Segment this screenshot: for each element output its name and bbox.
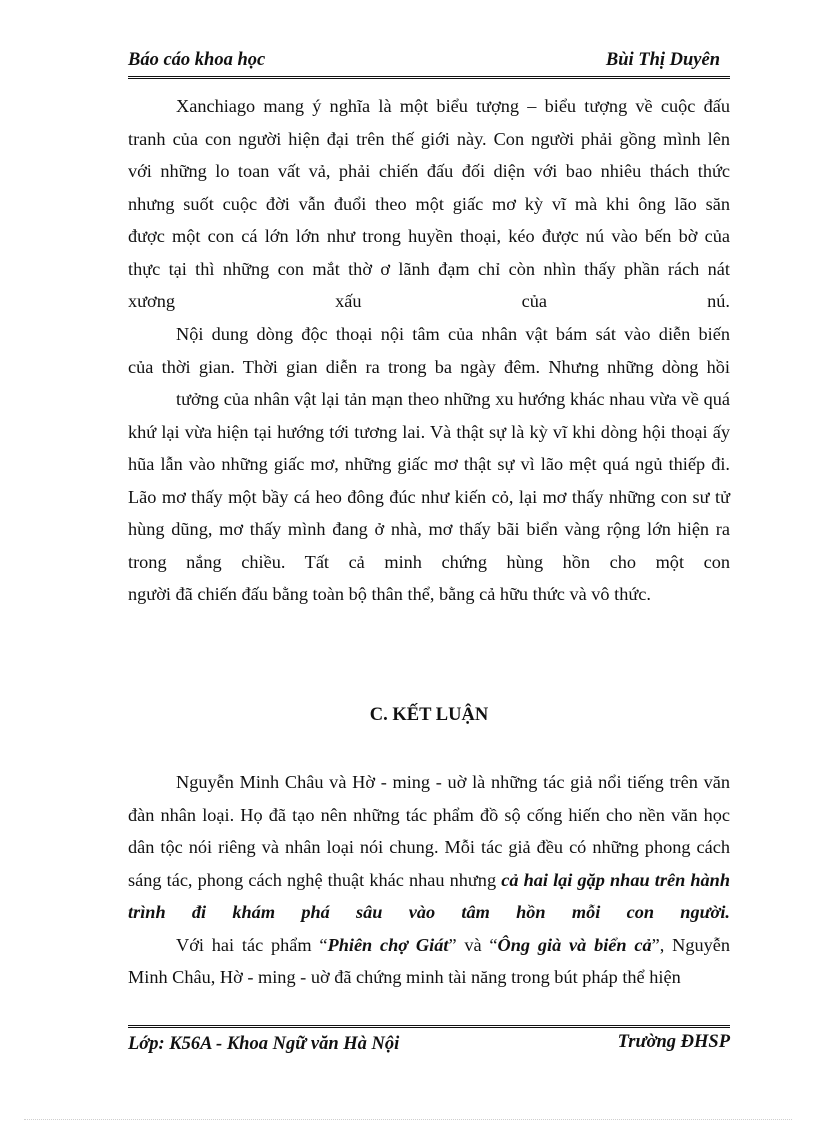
work-title-ong-gia-va-bien-ca: Ông già và biển cả (497, 934, 652, 955)
page-footer (128, 1025, 730, 1088)
paragraph-1-line: với những lo toan vất vả, phải chiến đấu đối diện với bao nhiêu thách thức (128, 161, 730, 181)
paragraph-2 (128, 318, 730, 611)
paragraph-2-line: của thời gian. Thời gian diễn ra trong ba ngày đêm. Nhưng những dòng hồi (128, 356, 730, 377)
paragraph-1-line: tranh của con người hiện đại trên thế giới này. Con người phải gồng mình lên (128, 128, 730, 149)
paragraph-2-line: Nội dung dòng độc thoại nội tâm của nhân vật bám sát vào diễn biến (176, 324, 730, 344)
paragraph-1 (128, 90, 730, 318)
paragraph-1-line: Xanchiago mang ý nghĩa là một biểu tượng – biểu tượng về cuộc đấu (176, 96, 730, 116)
text-fragment: ”, Nguyễn (651, 934, 730, 955)
text-fragment: Với hai tác phẩm “ (176, 934, 328, 955)
word: nú. (707, 291, 730, 311)
paragraph-4-last-line: Minh Châu, Hờ - ming - uờ đã chứng minh tài năng trong bút pháp thể hiện (128, 967, 681, 987)
paragraph-1-line: nhưng suốt cuộc đời vẫn đuổi theo một giấc mơ kỳ vĩ mà khi ông lão săn (128, 193, 730, 214)
word: xương (128, 291, 175, 311)
paragraph-3-emphasis: cả hai lại gặp nhau trên hành trình đi khám phá sâu vào tâm hồn mỗi con người. (128, 869, 731, 922)
section-title: C. KẾT LUẬN (369, 705, 489, 725)
paragraph-1-line: thực tại thì những con mắt thờ ơ lãnh đạm chỉ còn nhìn thấy phần rách nát (128, 258, 730, 279)
paragraph-1-line: được một con cá lớn lớn như trong huyền thoại, kéo được nú vào bến bờ của (128, 226, 730, 246)
paragraph-2-last-line: người đã chiến đấu bằng toàn bộ thân thể, bằng cả hữu thức và vô thức. (128, 584, 651, 604)
footer-school: Trường ĐHSP (617, 1032, 730, 1052)
word: xấu (335, 291, 362, 311)
paragraph-4-first-line (128, 929, 730, 962)
paragraph-1-spread-line (128, 285, 730, 318)
paragraph-3 (128, 766, 730, 994)
header-author: Bùi Thị Duyên (605, 50, 720, 70)
page-header (128, 48, 730, 79)
footer-class: Lớp: K56A - Khoa Ngữ văn Hà Nội (128, 1034, 400, 1054)
paragraph-3-text (128, 766, 730, 929)
header-title: Báo cáo khoa học (128, 50, 266, 70)
paragraph-2-body: tưởng của nhân vật lại tản mạn theo những xu hướng khác nhau vừa về quá khứ lại vừa hiện tại hướng tới tương lai. Và thật sự là kỳ vĩ khi dòng hội thoại ấy hũa lẫn vào những giấc mơ, những giấc mơ thật sự vì lão mệt quá ngủ thiếp đi. Lão mơ thấy một bầy cá heo đông đúc như kiến cỏ, lại mơ thấy những con sư tử hùng dũng, mơ thấy mình đang ở nhà, mơ thấy bãi biển vàng rộng lớn hiện ra trong nắng chiều. Tất cả minh chứng hùng hồn cho một con (128, 389, 730, 572)
work-title-phien-cho-giat: Phiên chợ Giát (327, 934, 449, 955)
paragraph-3-plain: Nguyễn Minh Châu và Hờ - ming - uờ là những tác giả nổi tiếng trên văn đàn nhân loại. Họ đã tạo nên những tác phẩm đồ sộ cống hiến cho nền văn học dân tộc nói riêng và nhân loại nói chung. Mỗi tác giả đều có những phong cách sáng tác, phong cách nghệ thuật khác nhau nhưng (128, 772, 730, 890)
page-edge-divider (24, 1119, 792, 1120)
text-fragment: ” và “ (448, 934, 498, 955)
word: của (521, 291, 547, 311)
